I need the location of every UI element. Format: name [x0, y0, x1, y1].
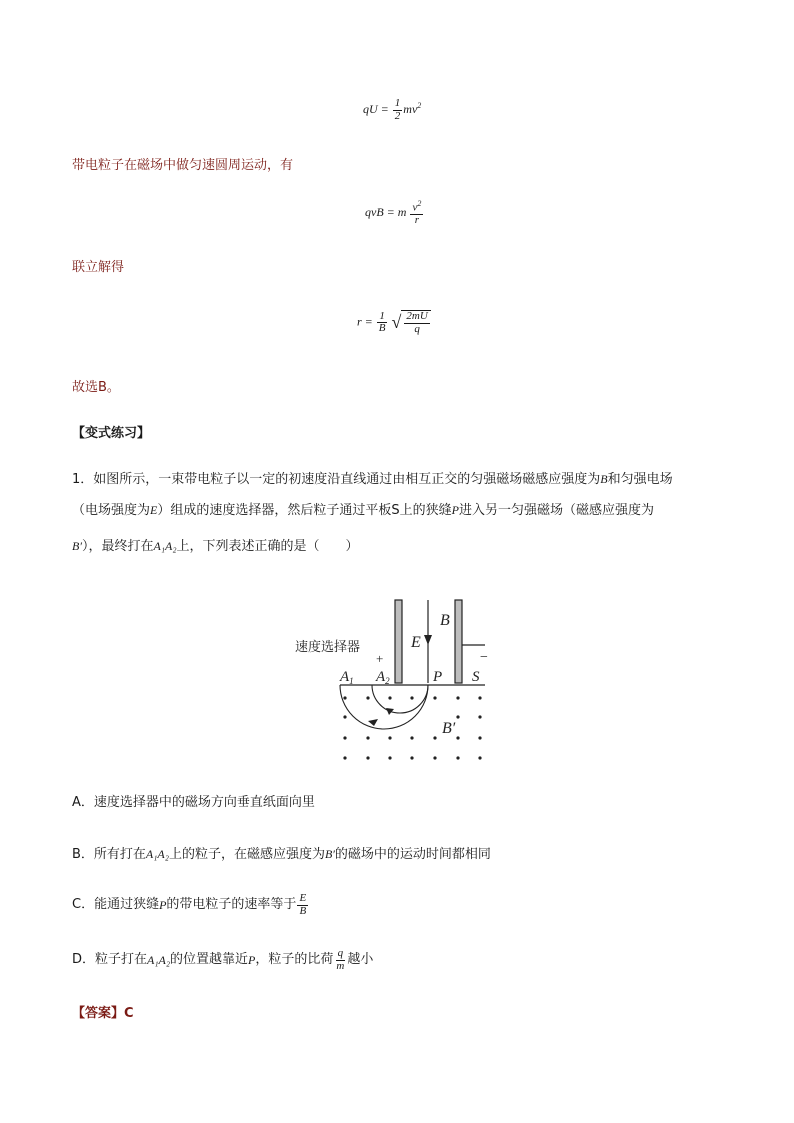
equation-radius: r = $\frac{1}{B}$ √ $\frac{2mU}{q}$: [357, 310, 431, 335]
selector-label: 速度选择器: [295, 640, 361, 655]
p-label: P: [433, 669, 443, 685]
option-b[interactable]: B．所有打在A₁A₂上的粒子，在磁感应强度为B′的磁场中的运动时间都相同: [72, 847, 491, 862]
paragraph-solve: 联立解得: [72, 260, 125, 275]
option-c-fraction: $\frac{E}{B}$: [299, 892, 307, 917]
paragraph-circular-motion: 带电粒子在磁场中做匀速圆周运动，有: [72, 158, 294, 173]
velocity-selector-figure: [290, 595, 500, 770]
a1-label: $A_1$: [340, 669, 354, 686]
option-a[interactable]: A．速度选择器中的磁场方向垂直纸面向里: [72, 795, 315, 810]
eq1-left: qU: [363, 101, 378, 116]
magnetic-field-dots: [343, 696, 481, 759]
e-label: E: [411, 634, 421, 651]
equation-lorentz: qvB = m $\frac{v^2}{r}$: [365, 199, 422, 227]
option-d[interactable]: D．粒子打在 A₁A₂ 的位置越靠近 P ，粒子的比荷 $\frac{q}{m}$ 越小: [72, 947, 374, 972]
equation-energy: qU = $\frac{1}{2}$ $mv^2$: [363, 97, 422, 122]
paragraph-choice: 故选B。: [72, 380, 120, 395]
left-plate: [395, 600, 402, 683]
option-c[interactable]: C．能通过狭缝 P 的带电粒子的速率等于 $\frac{E}{B}$: [72, 892, 307, 917]
trajectory-large: [340, 685, 428, 729]
eq2-fraction: $\frac{v^2}{r}$: [412, 199, 422, 227]
eq3-fraction: $\frac{1}{B}$: [378, 309, 386, 335]
question-line-3: B′），最终打在A₁A₂上，下列表述正确的是（ ）: [72, 539, 359, 554]
arc-arrow-icon-2: [386, 708, 394, 715]
question-line-2: （电场强度为E）组成的速度选择器，然后粒子通过平板S上的狭缝P进入另一匀强磁场（磁感应强度为: [72, 503, 654, 518]
eq1-fraction: $\frac{1}{2}$: [394, 97, 401, 122]
minus-label: −: [480, 650, 488, 665]
bprime-label: B′: [442, 720, 456, 737]
section-heading: 【变式练习】: [72, 426, 151, 441]
b-label: B: [440, 612, 450, 629]
a2-label: $A_2$: [376, 669, 390, 686]
plus-label: +: [376, 651, 384, 666]
trajectory-small: [372, 685, 428, 713]
eq3-sqrt: √ $\frac{2mU}{q}$: [392, 310, 431, 335]
option-d-fraction: $\frac{q}{m}$: [336, 947, 345, 972]
answer-label: 【答案】C: [72, 1006, 134, 1021]
arc-arrow-icon: [368, 719, 378, 726]
s-label: S: [472, 669, 480, 685]
question-line-1: 1．如图所示，一束带电粒子以一定的初速度沿直线通过由相互正交的匀强磁场磁感应强度为B和匀强电场: [72, 472, 673, 487]
right-plate: [455, 600, 462, 683]
